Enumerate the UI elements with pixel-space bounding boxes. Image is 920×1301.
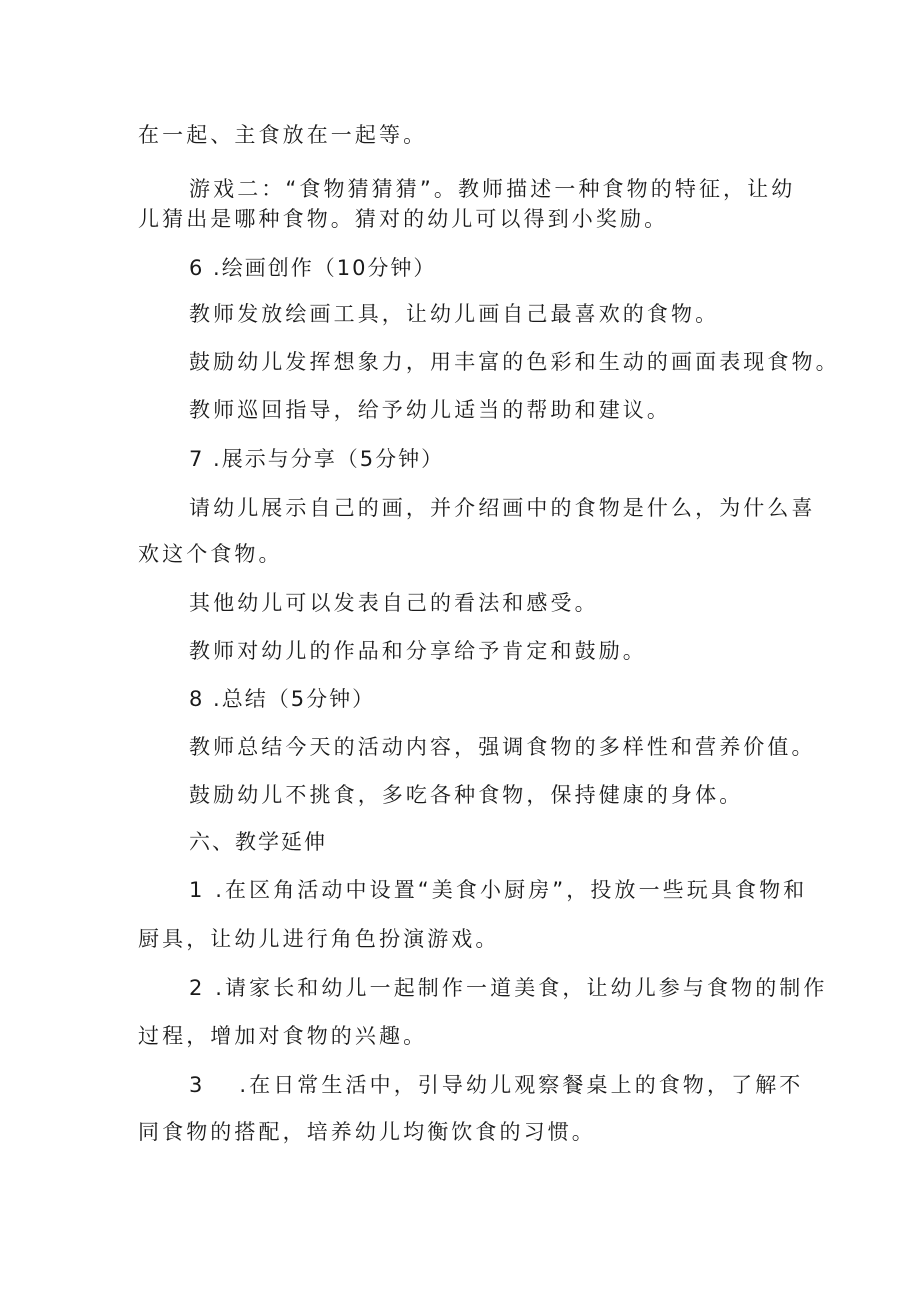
text-line: 1 .在区角活动中设置“美食小厨房”，投放一些玩具食物和 [189, 878, 808, 902]
text-line: 请幼儿展示自己的画，并介绍画中的食物是什么，为什么喜 [189, 496, 816, 520]
section-heading: 6 .绘画创作（10分钟） [189, 256, 437, 280]
text-line: 教师对幼儿的作品和分享给予肯定和鼓励。 [189, 639, 647, 663]
text-line: 欢这个食物。 [138, 542, 283, 566]
text-line: 教师总结今天的活动内容，强调食物的多样性和营养价值。 [189, 735, 816, 759]
section-heading: 六、教学延伸 [189, 830, 327, 854]
section-heading: 8 .总结（5分钟） [189, 687, 376, 711]
text-line: 鼓励幼儿不挑食，多吃各种食物，保持健康的身体。 [189, 783, 744, 807]
text-line: 在一起、主食放在一起等。 [138, 123, 428, 147]
text-line: 2 .请家长和幼儿一起制作一道美食，让幼儿参与食物的制作 [189, 976, 828, 1000]
text-line: 儿猜出是哪种食物。猜对的幼儿可以得到小奖励。 [138, 207, 669, 231]
text-line: 同食物的搭配，培养幼儿均衡饮食的习惯。 [138, 1120, 596, 1144]
text-line: 其他幼儿可以发表自己的看法和感受。 [189, 591, 599, 615]
text-line: 鼓励幼儿发挥想象力，用丰富的色彩和生动的画面表现食物。 [189, 350, 840, 374]
text-line: 厨具，让幼儿进行角色扮演游戏。 [138, 927, 500, 951]
text-line: 教师巡回指导，给予幼儿适当的帮助和建议。 [189, 398, 671, 422]
text-line: 教师发放绘画工具，让幼儿画自己最喜欢的食物。 [189, 302, 720, 326]
text-line: 3 .在日常生活中，引导幼儿观察餐桌上的食物，了解不 [189, 1073, 804, 1097]
text-line: 游戏二：“食物猜猜猜”。教师描述一种食物的特征，让幼 [189, 177, 796, 201]
section-heading: 7 .展示与分享（5分钟） [189, 447, 445, 471]
text-line: 过程，增加对食物的兴趣。 [138, 1024, 428, 1048]
